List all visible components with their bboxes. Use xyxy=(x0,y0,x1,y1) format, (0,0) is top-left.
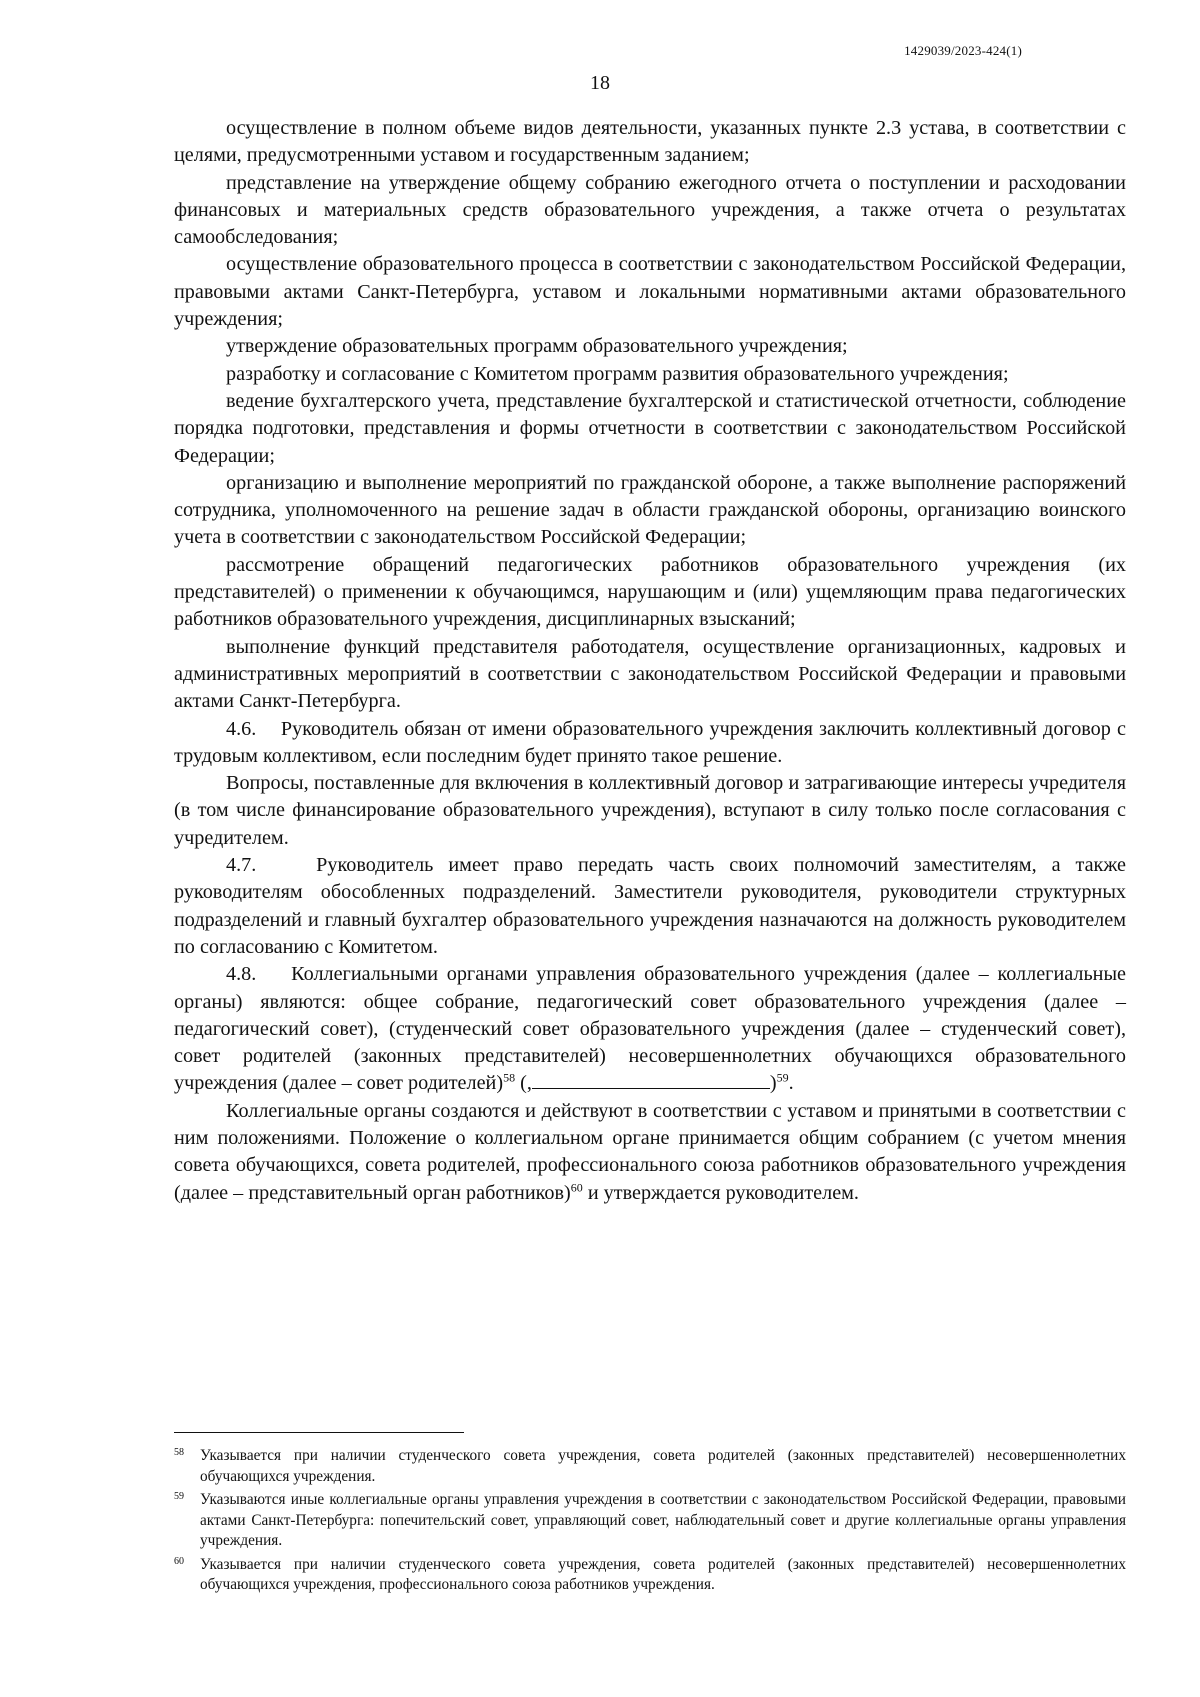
paragraph: представление на утверждение общему собранию ежегодного отчета о поступлении и расходовании финансовых и материальных средств образовательного учреждения, а также отчета о результатах самообследования; xyxy=(174,171,1126,249)
paragraph: утверждение образовательных программ образовательного учреждения; xyxy=(226,335,848,358)
paragraph-text: и утверждается руководителем. xyxy=(582,1181,859,1204)
paragraph: Вопросы, поставленные для включения в коллективный договор и затрагивающие интересы учредителя (в том числе финансирование образовательного учреждения), вступают в силу только после согласования с учредителем. xyxy=(174,772,1126,849)
clause-text: . xyxy=(788,1072,794,1095)
footnote-ref: 60 xyxy=(570,1179,583,1194)
blank-fill-line xyxy=(532,1074,770,1089)
footnote-ref: 58 xyxy=(503,1070,516,1085)
paragraph: выполнение функций представителя работодателя, осуществление организационных, кадровых и административных мероприятий в соответствии с законодательством Российской Федерации и правовыми актами Санкт-Петербурга. xyxy=(174,635,1126,713)
page-number: 18 xyxy=(590,72,610,94)
footnote-separator xyxy=(174,1432,464,1433)
footnote xyxy=(174,1555,1126,1596)
document-code: 1429039/2023-424(1) xyxy=(904,43,1022,58)
footnote-number: 59 xyxy=(174,1491,184,1502)
footnote-text: Указываются иные коллегиальные органы управления учреждения в соответствии с законодательством Российской Федерации, правовыми актами Санкт-Петербурга: попечительский совет, управляющий совет, наблюдательный совет и другие коллегиальные органы управления учреждения. xyxy=(200,1491,1126,1549)
footnote-text: Указывается при наличии студенческого совета учреждения, совета родителей (законных представителей) несовершеннолетних обучающихся учреждения. xyxy=(200,1447,1126,1485)
paragraph: организацию и выполнение мероприятий по гражданской обороне, а также выполнение распоряжений сотрудника, уполномоченного на решение задач в области гражданской обороны, организацию воинского учета в соответствии с законодательством Российской Федерации; xyxy=(174,471,1126,549)
clause-text: ) xyxy=(769,1072,777,1095)
paragraph: осуществление образовательного процесса в соответствии с законодательством Российской Федерации, правовыми актами Санкт-Петербурга, уставом и локальными нормативными актами образовательного учреждения; xyxy=(174,253,1126,331)
footnote-number: 60 xyxy=(174,1555,184,1567)
footnote-ref: 59 xyxy=(776,1070,789,1085)
footnote xyxy=(174,1446,1126,1487)
clause-text: (, xyxy=(515,1072,532,1095)
paragraph xyxy=(174,1098,1126,1207)
paragraph: осуществление в полном объеме видов деятельности, указанных пункте 2.3 устава, в соответствии с целями, предусмотренными уставом и государственным заданием; xyxy=(174,117,1126,167)
paragraph: ведение бухгалтерского учета, представление бухгалтерской и статистической отчетности, соблюдение порядка подготовки, представления и формы отчетности в соответствии с законодательством Российской Федерации; xyxy=(174,389,1126,467)
footnotes xyxy=(174,1446,1126,1599)
paragraph-text: Коллегиальные органы создаются и действуют в соответствии с уставом и принятыми в соответствии с ним положениями. Положение о коллегиальном органе принимается общим собранием (с учетом мнения совета обучающихся, совета родителей, профессионального союза работников образовательного учреждения (далее – представительный орган работников) xyxy=(174,1099,1126,1204)
paragraph: разработку и согласование с Комитетом программ развития образовательного учреждения; xyxy=(226,362,1009,385)
clause-4-8 xyxy=(174,961,1126,1097)
clause-4-6: 4.6. Руководитель обязан от имени образовательного учреждения заключить коллективный договор с трудовым коллективом, если последним будет принято такое решение. xyxy=(174,717,1126,767)
footnote-number: 58 xyxy=(174,1447,184,1458)
clause-text: 4.8. Коллегиальными органами управления образовательного учреждения (далее – коллегиальные органы) являются: общее собрание, педагогический совет образовательного учреждения (далее – педагогический совет), (студенческий совет образовательного учреждения (далее – студенческий совет), совет родителей (законных представителей) несовершеннолетних обучающихся образовательного учреждения (далее – совет родителей) xyxy=(174,963,1126,1095)
footnote-text: Указывается при наличии студенческого совета учреждения, совета родителей (законных представителей) несовершеннолетних обучающихся учреждения, профессионального союза работников учреждения. xyxy=(200,1555,1126,1593)
clause-4-7: 4.7. Руководитель имеет право передать часть своих полномочий заместителям, а также руководителям обособленных подразделений. Заместители руководителя, руководители структурных подразделений и главный бухгалтер образовательного учреждения назначаются на должность руководителем по согласованию с Комитетом. xyxy=(174,854,1126,958)
main-text xyxy=(174,115,1126,1207)
footnote xyxy=(174,1490,1126,1552)
paragraph: рассмотрение обращений педагогических работников образовательного учреждения (их представителей) о применении к обучающимся, нарушающим и (или) ущемляющим права педагогических работников образовательного учреждения, дисциплинарных взысканий; xyxy=(174,553,1126,631)
